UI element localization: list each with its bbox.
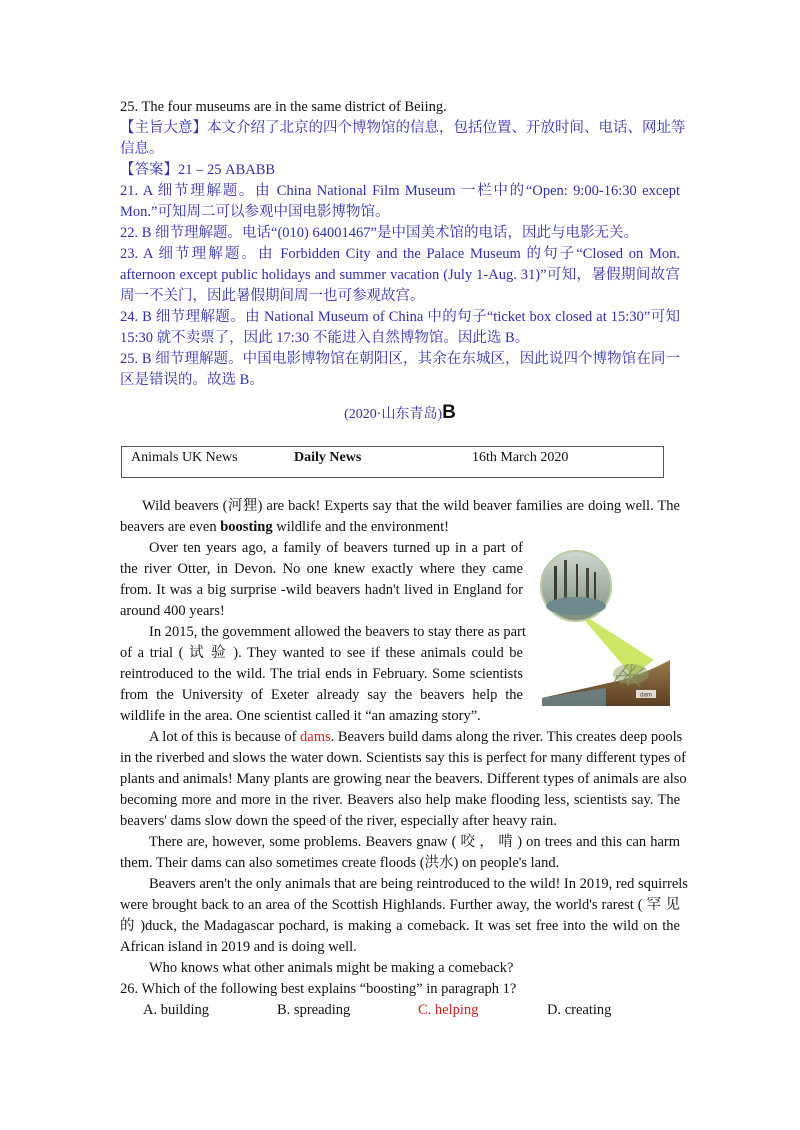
news-paper-name: Daily News <box>294 450 362 465</box>
dam-mound <box>613 664 649 684</box>
paragraph-4-text-end: . Beavers build dams along the river. This creates deep pools <box>330 729 683 745</box>
paragraph-2-line-3: from. It was a big surprise -wild beavers hadn't lived in England for <box>120 582 523 598</box>
news-header-box <box>121 446 664 478</box>
answer-key: 【答案】21 – 25 ABABB <box>120 162 276 178</box>
paragraph-4-line-2: in the riverbed and slows the water down. Scientists say this is perfect for many different types of <box>120 750 686 766</box>
explanation-23-line-1: 23. A 细节理解题。由 Forbidden City and the Palace Museum 的句子“Closed on Mon. <box>120 246 680 262</box>
option-c-answer: C. helping <box>418 1002 479 1018</box>
question-26-stem: 26. Which of the following best explains “boosting” in paragraph 1? <box>120 981 517 997</box>
paragraph-2-line-2: the river Otter, in Devon. No one knew exactly where they came <box>120 561 523 577</box>
beaver-dam-illustration <box>536 548 672 706</box>
paragraph-4-text: A lot of this is because of <box>149 729 301 745</box>
paragraph-4-line-4: becoming more and more in the river. Beavers also help make flooding less, scientists say. The <box>120 792 680 808</box>
paragraph-1-text: beavers are even <box>120 519 221 535</box>
paragraph-3-line-3: reintroduced to the wild. The trial ends in February. Some scientists <box>120 666 523 682</box>
paragraph-1-line-2 <box>120 517 680 538</box>
explanation-21-line-1: 21. A 细节理解题。由 China National Film Museum 一栏中的“Open: 9:00-16:30 except <box>120 183 680 199</box>
boosting-word: boosting <box>220 519 273 535</box>
water <box>542 688 606 706</box>
paragraph-6-line-2: were brought back to an area of the Scottish Highlands. Further away, the world's rarest ( 罕 见 <box>120 897 680 913</box>
paragraph-6-line-1: Beavers aren't the only animals that are being reintroduced to the wild! In 2019, red squirrels <box>149 876 688 892</box>
paragraph-2-line-4: around 400 years! <box>120 603 225 619</box>
question-26-options <box>120 1000 680 1021</box>
option-b: B. spreading <box>277 1002 351 1018</box>
main-idea-line-1: 【主旨大意】本文介绍了北京的四个博物馆的信息，包括位置、开放时间、电话、网址等 <box>120 120 686 136</box>
paragraph-5-line-2: them. Their dams can also sometimes create floods (洪水) on people's land. <box>120 855 560 871</box>
section-source: (2020·山东青岛) <box>344 407 443 422</box>
pond <box>546 597 606 615</box>
paragraph-3-line-5: wildlife in the area. One scientist called it “an amazing story”. <box>120 708 481 724</box>
news-date: 16th March 2020 <box>472 450 569 465</box>
paragraph-1-text-end: wildlife and the environment! <box>272 519 449 535</box>
explanation-22: 22. B 细节理解题。电话“(010) 64001467”是中国美术馆的电话，因此与电影无关。 <box>120 225 638 241</box>
paragraph-1-line-1: Wild beavers (河狸) are back! Experts say that the wild beaver families are doing well. The <box>142 498 680 514</box>
news-category: Animals UK News <box>131 450 238 465</box>
question-25-text: 25. The four museums are in the same district of Beiing. <box>120 99 447 115</box>
main-idea-line-2: 信息。 <box>120 141 164 157</box>
option-a: A. building <box>143 1002 210 1018</box>
paragraph-5-line-1: There are, however, some problems. Beavers gnaw ( 咬 ， 啃 ) on trees and this can harm <box>149 834 680 850</box>
explanation-24-line-2: 15:30 就不卖票了，因此 17:30 不能进入自然博物馆。因此选 B。 <box>120 330 530 346</box>
explanation-24-line-1: 24. B 细节理解题。由 National Museum of China 中的句子“ticket box closed at 15:30”可知 <box>120 309 680 325</box>
paragraph-3-line-4: from the University of Exeter already say the beavers help the <box>120 687 523 703</box>
section-title <box>0 402 800 424</box>
dam-label: dam <box>640 692 652 699</box>
paragraph-4-line-1 <box>149 727 683 748</box>
explanation-25-line-2: 区是错误的。故选 B。 <box>120 372 264 388</box>
paragraph-6-line-4: African island in 2019 and is doing well. <box>120 939 357 955</box>
paragraph-3-line-2: of a trial ( 试 验 ). They wanted to see if these animals could be <box>120 645 523 661</box>
section-letter: B <box>442 402 456 423</box>
paragraph-4-line-5: beavers' dams slow down the speed of the river, especially after heavy rain. <box>120 813 557 829</box>
explanation-23-line-2: afternoon except public holidays and summer vacation (July 1-Aug. 31)”可知，暑假期间故宫 <box>120 267 680 283</box>
explanation-25-line-1: 25. B 细节理解题。中国电影博物馆在朝阳区，其余在东城区，因此说四个博物馆在同一 <box>120 351 680 367</box>
paragraph-2-line-1: Over ten years ago, a family of beavers turned up in a part of <box>149 540 523 556</box>
paragraph-7: Who knows what other animals might be making a comeback? <box>149 960 514 976</box>
explanation-23-line-3: 周一不关门，因此暑假期间周一也可参观故宫。 <box>120 288 425 304</box>
paragraph-4-line-3: plants and animals! Many plants are growing near the beavers. Different types of animals are also <box>120 771 687 787</box>
explanation-21-line-2: Mon.”可知周二可以参观中国电影博物馆。 <box>120 204 390 220</box>
dams-highlight: dams <box>300 729 331 745</box>
paragraph-6-line-3: 的 )duck, the Madagascar pochard, is making a comeback. It was set free into the wild on the <box>120 918 680 934</box>
option-d: D. creating <box>547 1002 612 1018</box>
paragraph-3-line-1: In 2015, the govemment allowed the beavers to stay there as part <box>149 624 526 640</box>
